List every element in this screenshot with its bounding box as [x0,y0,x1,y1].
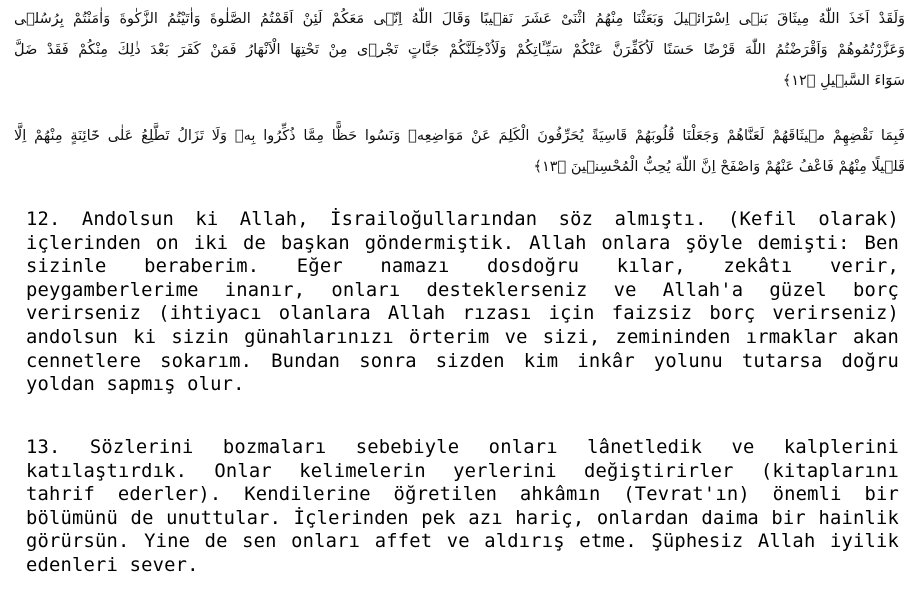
arabic-line: سَوَٓاءَ السَّبٖيلِ ﴿١٢﴾ [782,73,905,89]
arabic-verse-13 [14,121,905,183]
arabic-line: وَلَقَدْ اَخَذَ اللّٰهُ مِيثَاقَ بَنٖى اِسْرَٓائٖيلَ وَبَعَثْنَا مِنْهُمُ اثْنَىْ عَشَرَ نَقٖيبًا وَقَالَ اللّٰهُ اِنّٖى مَعَكُمْ لَئِنْ اَقَمْتُمُ الصَّلٰوةَ وَاٰتَيْتُمُ الزَّكٰوةَ وَاٰمَنْتُمْ بِرُسُلٖى [14,11,905,27]
arabic-line: فَبِمَا نَقْضِهِمْ مٖيثَاقَهُمْ لَعَنَّاهُمْ وَجَعَلْنَا قُلُوبَهُمْ قَاسِيَةً يُحَرِّفُونَ الْكَلِمَ عَنْ مَوَاضِعِهٖ وَنَسُوا حَظًّا مِمَّا ذُكِّرُوا بِهٖ وَلَا تَزَالُ تَطَّلِعُ عَلٰى خَٓائِنَةٍ مِنْهُمْ اِلَّا [14,128,905,144]
arabic-line: وَعَزَّرْتُمُوهُمْ وَاَقْرَضْتُمُ اللّٰهَ قَرْضًا حَسَنًا لَاُكَفِّرَنَّ عَنْكُمْ سَيِّـَٔاتِكُمْ وَلَاُدْخِلَنَّكُمْ جَنَّاتٍ تَجْرٖى مِنْ تَحْتِهَا الْاَنْهَارُ فَمَنْ كَفَرَ بَعْدَ ذٰلِكَ مِنْكُمْ فَقَدْ ضَلَّ [14,42,905,58]
arabic-verse-12 [14,4,905,97]
translation-verse-13: 13. Sözlerini bozmaları sebebiyle onları lânetledik ve kalplerini katılaştırdık. Onlar kelimelerin yerlerini değiştirirler (kitaplarını tahrif ederler). Kendilerine öğretilen ahkâmın (Tevrat'ın) önemli bir bölümünü de unuttular. İçlerinden pek azı hariç, onlardan daima bir hainlik görürsün. Yine de sen onları affet ve aldırış etme. Şüphesiz Allah iyilik edenleri sever. [26,437,899,576]
translation-verse-12: 12. Andolsun ki Allah, İsrailoğullarından söz almıştı. (Kefil olarak) içlerinden on iki de başkan göndermiştik. Allah onlara şöyle demişti: Ben sizinle beraberim. Eğer namazı dosdoğru kılar, zekâtı verir, peygamberlerime inanır, onları desteklerseniz ve Allah'a güzel borç verirseniz (ihtiyacı olanlara Allah rızası için faizsiz borç verirseniz) andolsun ki sizin günahlarınızı örterim ve sizi, zemininden ırmaklar akan cennetlere sokarım. Bundan sonra sizden kim inkâr yolunu tutarsa doğru yoldan sapmış olur. [26,209,899,396]
arabic-line: قَلٖيلًا مِنْهُمْ فَاعْفُ عَنْهُمْ وَاصْفَحْ اِنَّ اللّٰهَ يُحِبُّ الْمُحْسِنٖينَ ﴿١٣﴾ [533,159,905,175]
